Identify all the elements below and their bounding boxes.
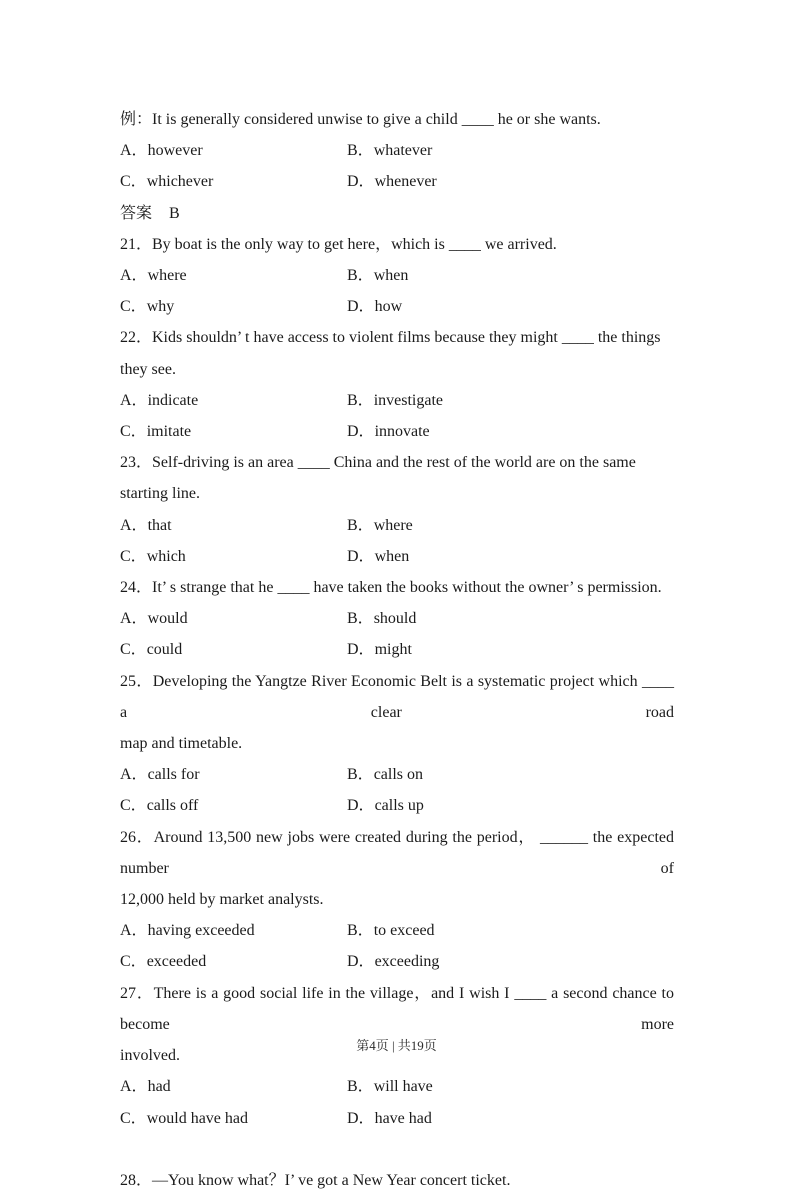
question-23-text: 23．Self-driving is an area ____ China and the rest of the world are on the same starting line.	[120, 454, 636, 503]
option-text: where	[373, 516, 413, 534]
question-27-text-line-1: 27．There is a good social life in the village，and I wish I ____ a second chance to become more	[120, 984, 674, 1033]
option-letter: C．	[120, 641, 147, 659]
option-letter: B．	[347, 267, 374, 285]
question-24-options-row-1	[120, 603, 674, 634]
question-25-options-row-2	[120, 790, 674, 821]
option-letter: C．	[120, 1109, 147, 1127]
option-text: whenever	[374, 173, 437, 191]
option-letter: C．	[120, 173, 147, 191]
question-22-options-row-2	[120, 416, 674, 447]
option-text: indicate	[147, 391, 199, 409]
option-letter: D．	[347, 641, 375, 659]
option-text: whichever	[146, 173, 214, 191]
example-option-c	[120, 166, 347, 197]
page-footer: 第4页 | 共19页	[356, 1038, 437, 1053]
option-text: had	[147, 1078, 171, 1096]
option-text: where	[147, 267, 187, 285]
question-24-option-c	[120, 634, 347, 665]
question-25-text-line-1: 25．Developing the Yangtze River Economic Belt is a systematic project which ____ a clear road	[120, 672, 674, 721]
option-text: to exceed	[373, 922, 435, 940]
question-24-option-b	[347, 603, 674, 634]
question-26-text-line-2: 12,000 held by market analysts.	[120, 891, 324, 909]
question-22-option-a	[120, 385, 347, 416]
question-23-option-d	[347, 541, 674, 572]
option-text: calls up	[374, 797, 424, 815]
option-letter: D．	[347, 1109, 375, 1127]
option-text: calls on	[373, 766, 424, 784]
option-letter: B．	[347, 766, 374, 784]
question-23-option-a	[120, 510, 347, 541]
option-text: when	[374, 547, 410, 565]
option-text: exceeding	[374, 953, 440, 971]
question-27-option-a	[120, 1071, 347, 1102]
question-22-options-row-1	[120, 385, 674, 416]
option-text: will have	[373, 1078, 433, 1096]
question-25-option-c	[120, 790, 347, 821]
question-21-option-a	[120, 260, 347, 291]
question-24-options-row-2	[120, 634, 674, 665]
example-option-a	[120, 135, 347, 166]
question-23-option-c	[120, 541, 347, 572]
question-23-options-row-2	[120, 541, 674, 572]
option-letter: B．	[347, 516, 374, 534]
option-letter: B．	[347, 142, 374, 160]
option-text: investigate	[373, 391, 443, 409]
option-text: whatever	[373, 142, 433, 160]
example-answer-line	[120, 198, 674, 229]
question-28-text: 28．—You know what？I’ ve got a New Year concert ticket.	[120, 1171, 511, 1189]
question-22-option-b	[347, 385, 674, 416]
question-27-options-row-2	[120, 1103, 674, 1134]
question-26-options-row-1	[120, 915, 674, 946]
question-21-option-b	[347, 260, 674, 291]
option-text: imitate	[146, 423, 192, 441]
answer-value: B	[169, 204, 180, 222]
question-26-option-c	[120, 946, 347, 977]
option-letter: D．	[347, 547, 375, 565]
option-letter: A．	[120, 766, 148, 784]
answer-label: 答案	[120, 204, 153, 222]
option-letter: D．	[347, 953, 375, 971]
option-letter: A．	[120, 516, 148, 534]
option-text: would	[147, 610, 188, 628]
option-letter: C．	[120, 797, 147, 815]
option-text: how	[374, 298, 403, 316]
question-27-text-line-2: involved.	[120, 1047, 180, 1065]
option-letter: A．	[120, 922, 148, 940]
option-letter: D．	[347, 423, 375, 441]
option-text: why	[146, 298, 175, 316]
question-27-options-row-1	[120, 1071, 674, 1102]
question-26-text-line-1: 26．Around 13,500 new jobs were created during the period， ______ the expected number of	[120, 828, 674, 877]
question-21-options-row-2	[120, 291, 674, 322]
option-letter: A．	[120, 267, 148, 285]
option-text: exceeded	[146, 953, 207, 971]
option-text: innovate	[374, 423, 430, 441]
question-21-option-c	[120, 291, 347, 322]
option-text: might	[374, 641, 412, 659]
option-text: calls off	[146, 797, 199, 815]
option-letter: C．	[120, 953, 147, 971]
option-letter: A．	[120, 610, 148, 628]
question-27-option-b	[347, 1071, 674, 1102]
question-26-option-b	[347, 915, 674, 946]
option-text: having exceeded	[147, 922, 255, 940]
exam-document-page	[120, 104, 674, 1196]
option-letter: B．	[347, 1078, 374, 1096]
option-letter: A．	[120, 142, 148, 160]
question-25-option-a	[120, 759, 347, 790]
question-24-option-a	[120, 603, 347, 634]
option-letter: C．	[120, 423, 147, 441]
question-21-text: 21．By boat is the only way to get here，which is ____ we arrived.	[120, 235, 557, 253]
option-letter: B．	[347, 922, 374, 940]
question-22-option-c	[120, 416, 347, 447]
question-23-options-row-1	[120, 510, 674, 541]
option-letter: A．	[120, 1078, 148, 1096]
question-25-option-d	[347, 790, 674, 821]
question-21-options-row-1	[120, 260, 674, 291]
option-letter: B．	[347, 391, 374, 409]
question-24-text: 24．It’ s strange that he ____ have taken the books without the owner’ s permission.	[120, 579, 662, 597]
option-text: which	[146, 547, 186, 565]
option-text: when	[373, 267, 409, 285]
question-22-option-d	[347, 416, 674, 447]
option-letter: D．	[347, 173, 375, 191]
example-options-row-1	[120, 135, 674, 166]
option-text: would have had	[146, 1109, 248, 1127]
example-option-b	[347, 135, 674, 166]
option-letter: D．	[347, 797, 375, 815]
question-25-options-row-1	[120, 759, 674, 790]
example-option-d	[347, 166, 674, 197]
example-options-row-2	[120, 166, 674, 197]
blank-line	[120, 1134, 674, 1165]
option-text: calls for	[147, 766, 200, 784]
option-text: could	[146, 641, 183, 659]
question-27-option-c	[120, 1103, 347, 1134]
option-text: that	[147, 516, 172, 534]
question-25-text-line-2: map and timetable.	[120, 735, 243, 753]
example-question-text: 例：It is generally considered unwise to give a child ____ he or she wants.	[120, 111, 601, 128]
question-26-option-a	[120, 915, 347, 946]
option-letter: B．	[347, 610, 374, 628]
option-letter: C．	[120, 547, 147, 565]
question-25-option-b	[347, 759, 674, 790]
option-letter: D．	[347, 298, 375, 316]
option-letter: A．	[120, 391, 148, 409]
option-letter: C．	[120, 298, 147, 316]
question-21-option-d	[347, 291, 674, 322]
question-26-option-d	[347, 946, 674, 977]
option-text: should	[373, 610, 417, 628]
question-22-text: 22．Kids shouldn’ t have access to violent films because they might ____ the things they see.	[120, 329, 661, 378]
question-24-option-d	[347, 634, 674, 665]
option-text: have had	[374, 1109, 432, 1127]
question-27-option-d	[347, 1103, 674, 1134]
option-text: however	[147, 142, 203, 160]
question-23-option-b	[347, 510, 674, 541]
question-26-options-row-2	[120, 946, 674, 977]
